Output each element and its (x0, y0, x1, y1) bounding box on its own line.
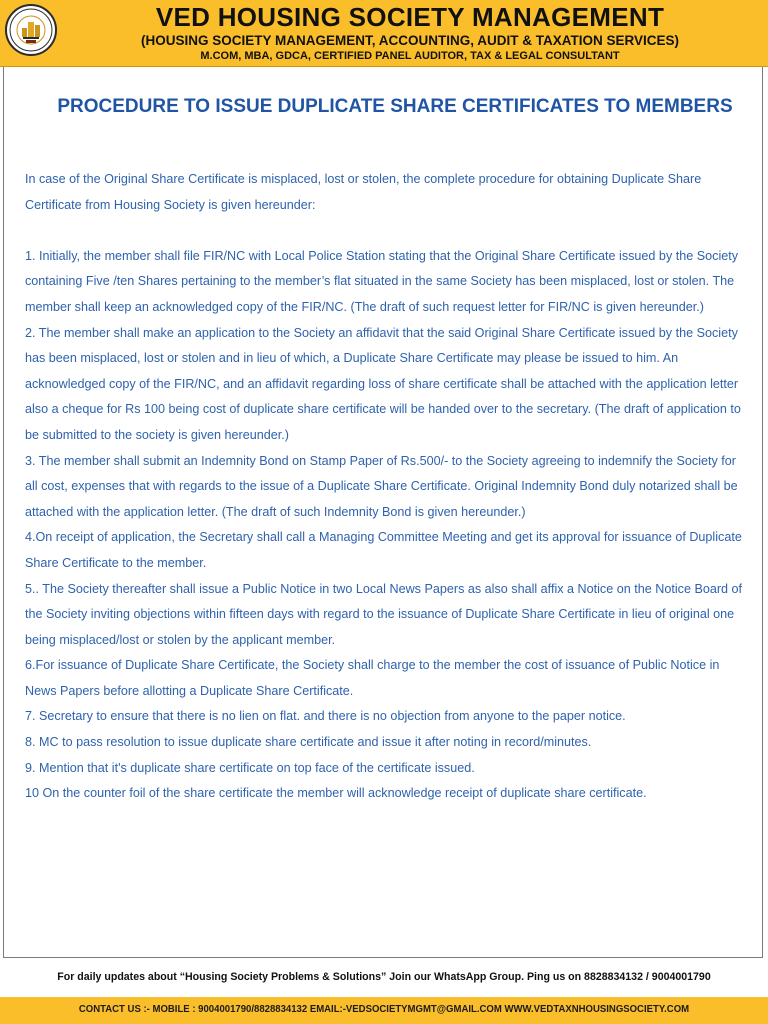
step-5: 5.. The Society thereafter shall issue a Public Notice in two Local News Papers as also shall affix a Notice on the Notice Board of the Society inviting objections within fifteen days with regard to the issuance of Duplicate Share Certificate in lieu of original one being misplaced/lost or stolen by the applicant member. (25, 581, 743, 647)
step-1: 1. Initially, the member shall file FIR/NC with Local Police Station stating that the Original Share Certificate issued by the Society containing Five /ten Shares pertaining to the member’s flat situated in the same Society has been misplaced, lost or stolen. The member shall keep an acknowledged copy of the FIR/NC. (The draft of such request letter for FIR/NC is given hereunder.) (25, 248, 739, 314)
company-name: VED HOUSING SOCIETY MANAGEMENT (155, 2, 665, 32)
step-9: 9. Mention that it's duplicate share certificate on top face of the certificate issued. (25, 760, 475, 775)
ved-housing-society-logo-icon (5, 4, 57, 56)
document-title: PROCEDURE TO ISSUE DUPLICATE SHARE CERTIFICATES TO MEMBERS (57, 96, 733, 117)
step-10: 10 On the counter foil of the share certificate the member will acknowledge receipt of duplicate share certificate. (25, 786, 647, 801)
header-band (0, 0, 768, 67)
step-7: 7. Secretary to ensure that there is no lien on flat. and there is no objection from anyone to the paper notice. (25, 709, 626, 724)
company-qualifications: M.COM, MBA, GDCA, CERTIFIED PANEL AUDITOR, TAX & LEGAL CONSULTANT (200, 50, 620, 62)
company-services: (HOUSING SOCIETY MANAGEMENT, ACCOUNTING, AUDIT & TAXATION SERVICES) (140, 33, 680, 48)
step-4: 4.On receipt of application, the Secretary shall call a Managing Committee Meeting and get its approval for issuance of Duplicate Share Certificate to the member. (25, 530, 742, 570)
intro-paragraph: In case of the Original Share Certificate is misplaced, lost or stolen, the complete procedure for obtaining Duplicate Share Certificate from Housing Society is given hereunder: (25, 172, 702, 212)
step-3: 3. The member shall submit an Indemnity Bond on Stamp Paper of Rs.500/- to the Society agreeing to indemnify the Society for all cost, expenses that with regards to the issue of a Duplicate Share Certificate. Original Indemnity Bond duly notarized shall be attached with the application letter. (The draft of such Indemnity Bond is given hereunder.) (25, 453, 738, 519)
step-6: 6.For issuance of Duplicate Share Certificate, the Society shall charge to the member the cost of issuance of Public Notice in News Papers before allotting a Duplicate Share Certificate. (25, 658, 720, 698)
contact-details: CONTACT US :- MOBILE : 9004001790/8828834132 EMAIL:-VEDSOCIETYMGMT@GMAIL.COM WWW.VEDTAXNHOUSINGSOCIETY.COM (78, 1004, 690, 1015)
paragraph-gap (25, 218, 749, 244)
step-8: 8. MC to pass resolution to issue duplicate share certificate and issue it after noting in record/minutes. (25, 735, 592, 750)
footer-band (0, 997, 768, 1024)
document-body (25, 167, 749, 807)
step-2: 2. The member shall make an application to the Society an affidavit that the said Original Share Certificate issued by the Society has been misplaced, lost or stolen and in lieu of which, a Duplicate Share Certificate may please be issued to him. An acknowledged copy of the FIR/NC, and an affidavit regarding loss of share certificate shall be attached with the application letter also a cheque for Rs 100 being cost of duplicate share certificate will be handed over to the secretary. (The draft of application to be submitted to the society is given hereunder.) (25, 325, 741, 442)
whatsapp-group-note: For daily updates about “Housing Society Problems & Solutions” Join our WhatsApp Group. Ping us on 8828834132 / 9004001790 (57, 971, 711, 983)
